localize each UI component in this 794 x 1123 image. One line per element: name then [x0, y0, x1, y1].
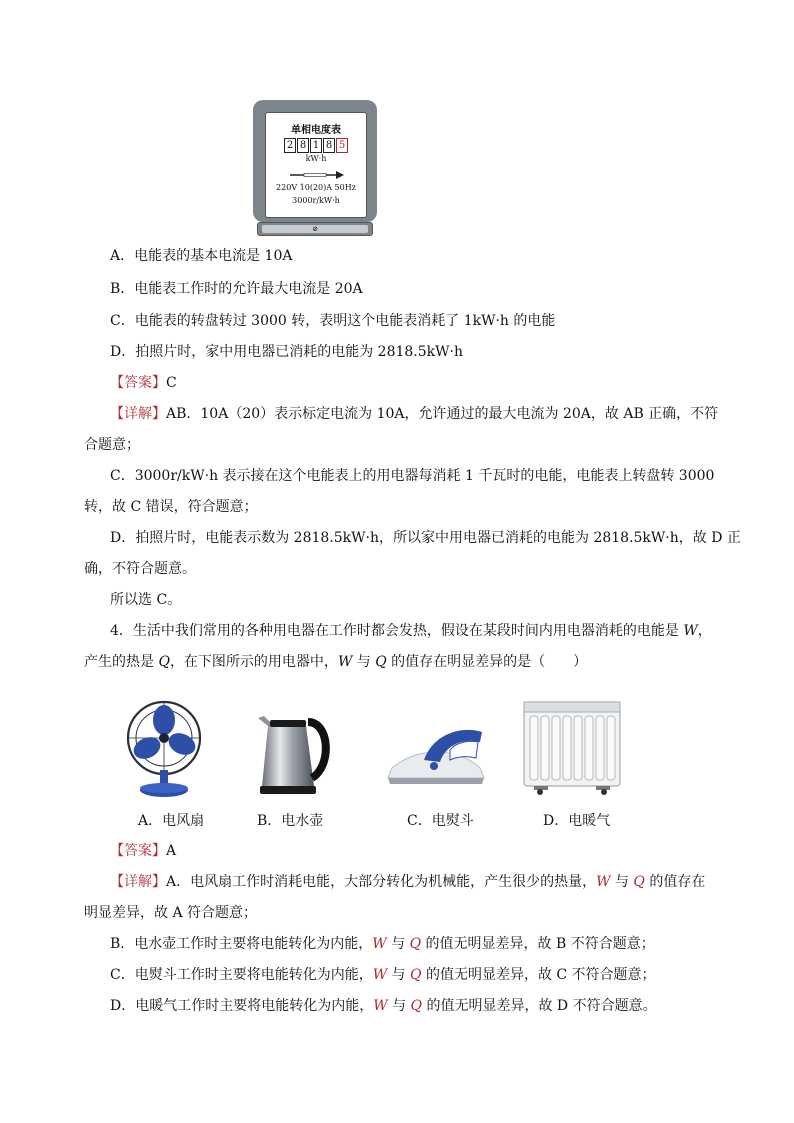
symbol-w: W — [372, 936, 387, 952]
electric-meter-figure — [253, 100, 377, 236]
meter-title: 单相电度表 — [291, 125, 341, 136]
detail-c-line1: C．3000r/kW·h 表示接在这个电能表上的用电器每消耗 1 千瓦时的电能，电能表上转盘转 3000 — [110, 468, 715, 484]
symbol-q: Q — [410, 967, 422, 983]
meter-unit: kW·h — [305, 154, 327, 163]
meter-digit: 8 — [323, 138, 335, 153]
stem-text: 4．生活中我们常用的各种用电器在工作时都会发热，假设在某段时间内用电器消耗的电能是 — [110, 623, 684, 639]
q4-detail-c — [110, 965, 656, 985]
stem-text: ，在下图所示的用电器中， — [169, 654, 338, 670]
option-a: A．电能表的基本电流是 10A — [110, 248, 293, 264]
detail-text: D．电暖气工作时主要将电能转化为内能， — [110, 998, 374, 1014]
meter-spec-rating: 220V 10(20)A 50Hz — [276, 183, 356, 192]
meter-panel — [265, 112, 367, 218]
meter-casing — [253, 100, 377, 222]
answer-label: 【答案】 — [110, 375, 166, 391]
detail-text: 的值无明显差异，故 C 不符合题意； — [421, 967, 656, 983]
detail-ab-line1 — [110, 404, 718, 424]
detail-text: C．电熨斗工作时主要将电能转化为内能， — [110, 967, 373, 983]
meter-digit: 2 — [284, 138, 296, 153]
answer-value: C — [166, 375, 177, 391]
detail-d-line1: D．拍照片时，电能表示数为 2818.5kW·h，所以家中用电器已消耗的电能为 2818.5kW·h，故 D 正 — [110, 530, 741, 546]
electric-fan-image — [122, 698, 204, 800]
symbol-q: Q — [633, 874, 645, 890]
rotation-arrow-icon — [290, 171, 344, 179]
q4-answer-line — [110, 841, 176, 861]
meter-digit: 8 — [297, 138, 309, 153]
symbol-w: W — [337, 654, 353, 670]
caption-heater: D．电暖气 — [543, 813, 611, 829]
stem-text: ， — [697, 623, 712, 639]
detail-text: A．电风扇工作时消耗电能，大部分转化为机械能，产生很少的热量， — [166, 874, 597, 890]
q4-detail-a-line1 — [110, 872, 705, 892]
caption-iron: C．电熨斗 — [407, 813, 474, 829]
q4-detail-b — [110, 934, 655, 954]
q4-stem-line1 — [110, 621, 712, 641]
answer-value: A — [166, 843, 177, 859]
meter-reading — [284, 138, 349, 153]
detail-text: AB．10A（20）表示标定电流为 10A，允许通过的最大电流为 20A，故 AB 正确，不符 — [166, 406, 719, 422]
detail-text: 与 — [387, 967, 411, 983]
caption-kettle: B．电水壶 — [257, 813, 324, 829]
caption-fan: A．电风扇 — [138, 813, 205, 829]
symbol-w: W — [683, 623, 698, 639]
q4-stem-line2 — [84, 652, 587, 672]
meter-spec-constant: 3000r/kW·h — [292, 196, 340, 205]
meter-digit: 1 — [310, 138, 322, 153]
detail-text: 与 — [610, 874, 634, 890]
detail-d-line2: 确，不符合题意。 — [84, 561, 196, 577]
detail-text: 与 — [387, 998, 411, 1014]
symbol-w: W — [596, 874, 611, 890]
stem-text: 产生的热是 — [84, 654, 159, 670]
answer-line — [110, 373, 177, 393]
q4-detail-a-line2: 明显差异，故 A 符合题意； — [84, 905, 258, 921]
symbol-w: W — [372, 967, 388, 983]
detail-ab-line2: 合题意； — [84, 437, 140, 453]
symbol-q: Q — [410, 998, 423, 1014]
symbol-q: Q — [158, 654, 170, 670]
answer-label: 【答案】 — [110, 843, 166, 859]
detail-text: 的值存在 — [644, 874, 706, 890]
q4-detail-d — [110, 996, 657, 1016]
detail-c-line2: 转，故 C 错误，符合题意； — [84, 499, 258, 515]
stem-text: 的值存在明显差异的是（ ） — [386, 654, 588, 670]
symbol-w: W — [373, 998, 388, 1014]
meter-digit-decimal: 5 — [336, 138, 348, 153]
symbol-q: Q — [409, 936, 422, 952]
option-d: D．拍照片时，家中用电器已消耗的电能为 2818.5kW·h — [110, 344, 463, 360]
meter-base-symbol: ⊘ — [262, 225, 368, 233]
stem-text: 与 — [352, 654, 376, 670]
detail-label: 【详解】 — [110, 406, 166, 422]
detail-label: 【详解】 — [110, 874, 166, 890]
option-b: B．电能表工作时的允许最大电流是 20A — [110, 281, 363, 297]
electric-kettle-image — [254, 706, 340, 798]
symbol-q: Q — [375, 654, 387, 670]
detail-text: 的值无明显差异，故 D 不符合题意。 — [422, 998, 657, 1014]
meter-base — [257, 222, 373, 236]
electric-iron-image — [384, 712, 490, 790]
detail-text: 的值无明显差异，故 B 不符合题意； — [421, 936, 655, 952]
option-c: C．电能表的转盘转过 3000 转，表明这个电能表消耗了 1kW·h 的电能 — [110, 313, 556, 329]
detail-text: 与 — [386, 936, 410, 952]
detail-text: B．电水壶工作时主要将电能转化为内能， — [110, 936, 373, 952]
electric-heater-image — [520, 698, 624, 796]
conclusion: 所以选 C。 — [110, 592, 182, 608]
